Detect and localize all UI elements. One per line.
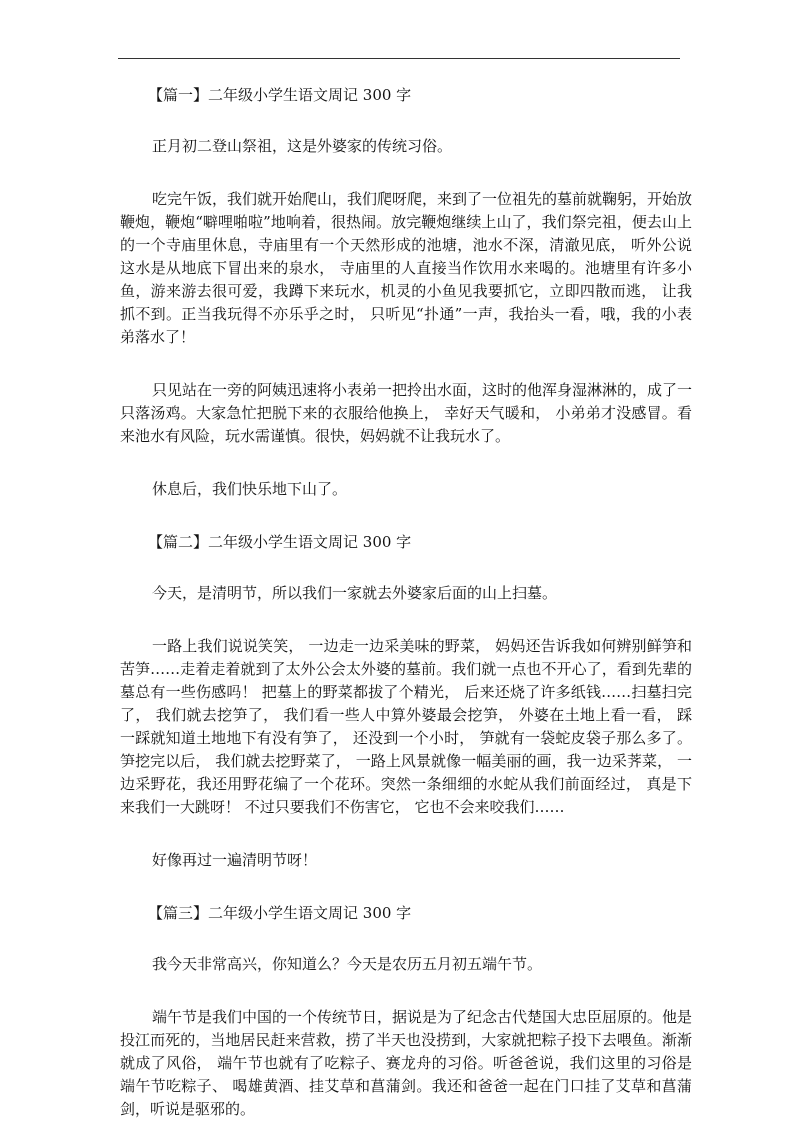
- top-rule: [118, 58, 680, 59]
- section-2-title: 【篇二】二年级小学生语文周记 300 字: [148, 533, 412, 551]
- section-3-title: 【篇三】二年级小学生语文周记 300 字: [148, 904, 412, 922]
- document-body: [120, 84, 692, 1121]
- section-3-paragraph: 我今天非常高兴，你知道么？今天是农历五月初五端午节。: [152, 955, 543, 973]
- section-2-paragraph: 今天，是清明节，所以我们一家就去外婆家后面的山上扫墓。: [152, 584, 558, 602]
- section-2-paragraph: 好像再过一遍清明节呀！: [152, 851, 318, 869]
- section-1-paragraph: 休息后，我们快乐地下山了。: [152, 480, 348, 498]
- section-1-paragraph: 吃完午饭，我们就开始爬山，我们爬呀爬，来到了一位祖先的墓前就鞠躬，开始放鞭炮，鞭炮“噼哩啪啦”地响着，很热闹。放完鞭炮继续上山了，我们祭完祖，便去山上的一个寺庙里休息，寺庙里有一个天然形成的池塘，池水不深，清澈见底， 听外公说这水是从地底下冒出来的泉水， 寺庙里的人直接当作饮用水来喝的。池塘里有许多小鱼，游来游去很可爱，我蹲下来玩水，机灵的小鱼见我要抓它，立即四散而逃， 让我抓不到。正当我玩得不亦乐乎之时， 只听见“扑通”一声，我抬头一看，哦，我的小表弟落水了！: [120, 190, 693, 346]
- section-1-paragraph: 正月初二登山祭祖，这是外婆家的传统习俗。: [152, 137, 453, 155]
- section-2-paragraph: 一路上我们说说笑笑， 一边走一边采美味的野菜， 妈妈还告诉我如何辨别鲜笋和苦笋……走着走着就到了太外公会太外婆的墓前。我们就一点也不开心了，看到先辈的墓总有一些伤感吗！ 把墓上的野菜都拔了个精光， 后来还烧了许多纸钱……扫墓扫完了， 我们就去挖笋了， 我们看一些人中算外婆最会挖笋， 外婆在土地上看一看， 踩一踩就知道土地地下有没有笋了， 还没到一个小时， 笋就有一袋蛇皮袋子那么多了。笋挖完以后， 我们就去挖野菜了， 一路上风景就像一幅美丽的画，我一边采荠菜， 一边采野花，我还用野花编了一个花环。突然一条细细的水蛇从我们前面经过， 真是下来我们一大跳呀！ 不过只要我们不伤害它， 它也不会来咬我们……: [120, 637, 692, 816]
- section-3-paragraph: 端午节是我们中国的一个传统节日，据说是为了纪念古代楚国大忠臣屈原的。他是投江而死的，当地居民赶来营救，捞了半天也没捞到，大家就把粽子投下去喂鱼。渐渐就成了风俗， 端午节也就有了吃粽子、赛龙舟的习俗。听爸爸说，我们这里的习俗是端午节吃粽子、 喝雄黄酒、挂艾草和菖蒲剑。我还和爸爸一起在门口挂了艾草和菖蒲剑，听说是驱邪的。: [120, 1008, 693, 1118]
- section-1-title: 【篇一】二年级小学生语文周记 300 字: [148, 86, 412, 104]
- section-1-paragraph: 只见站在一旁的阿姨迅速将小表弟一把拎出水面，这时的他浑身湿淋淋的，成了一只落汤鸡。大家急忙把脱下来的衣服给他换上， 幸好天气暖和， 小弟弟才没感冒。看来池水有风险，玩水需谨慎。很快，妈妈就不让我玩水了。: [120, 381, 693, 445]
